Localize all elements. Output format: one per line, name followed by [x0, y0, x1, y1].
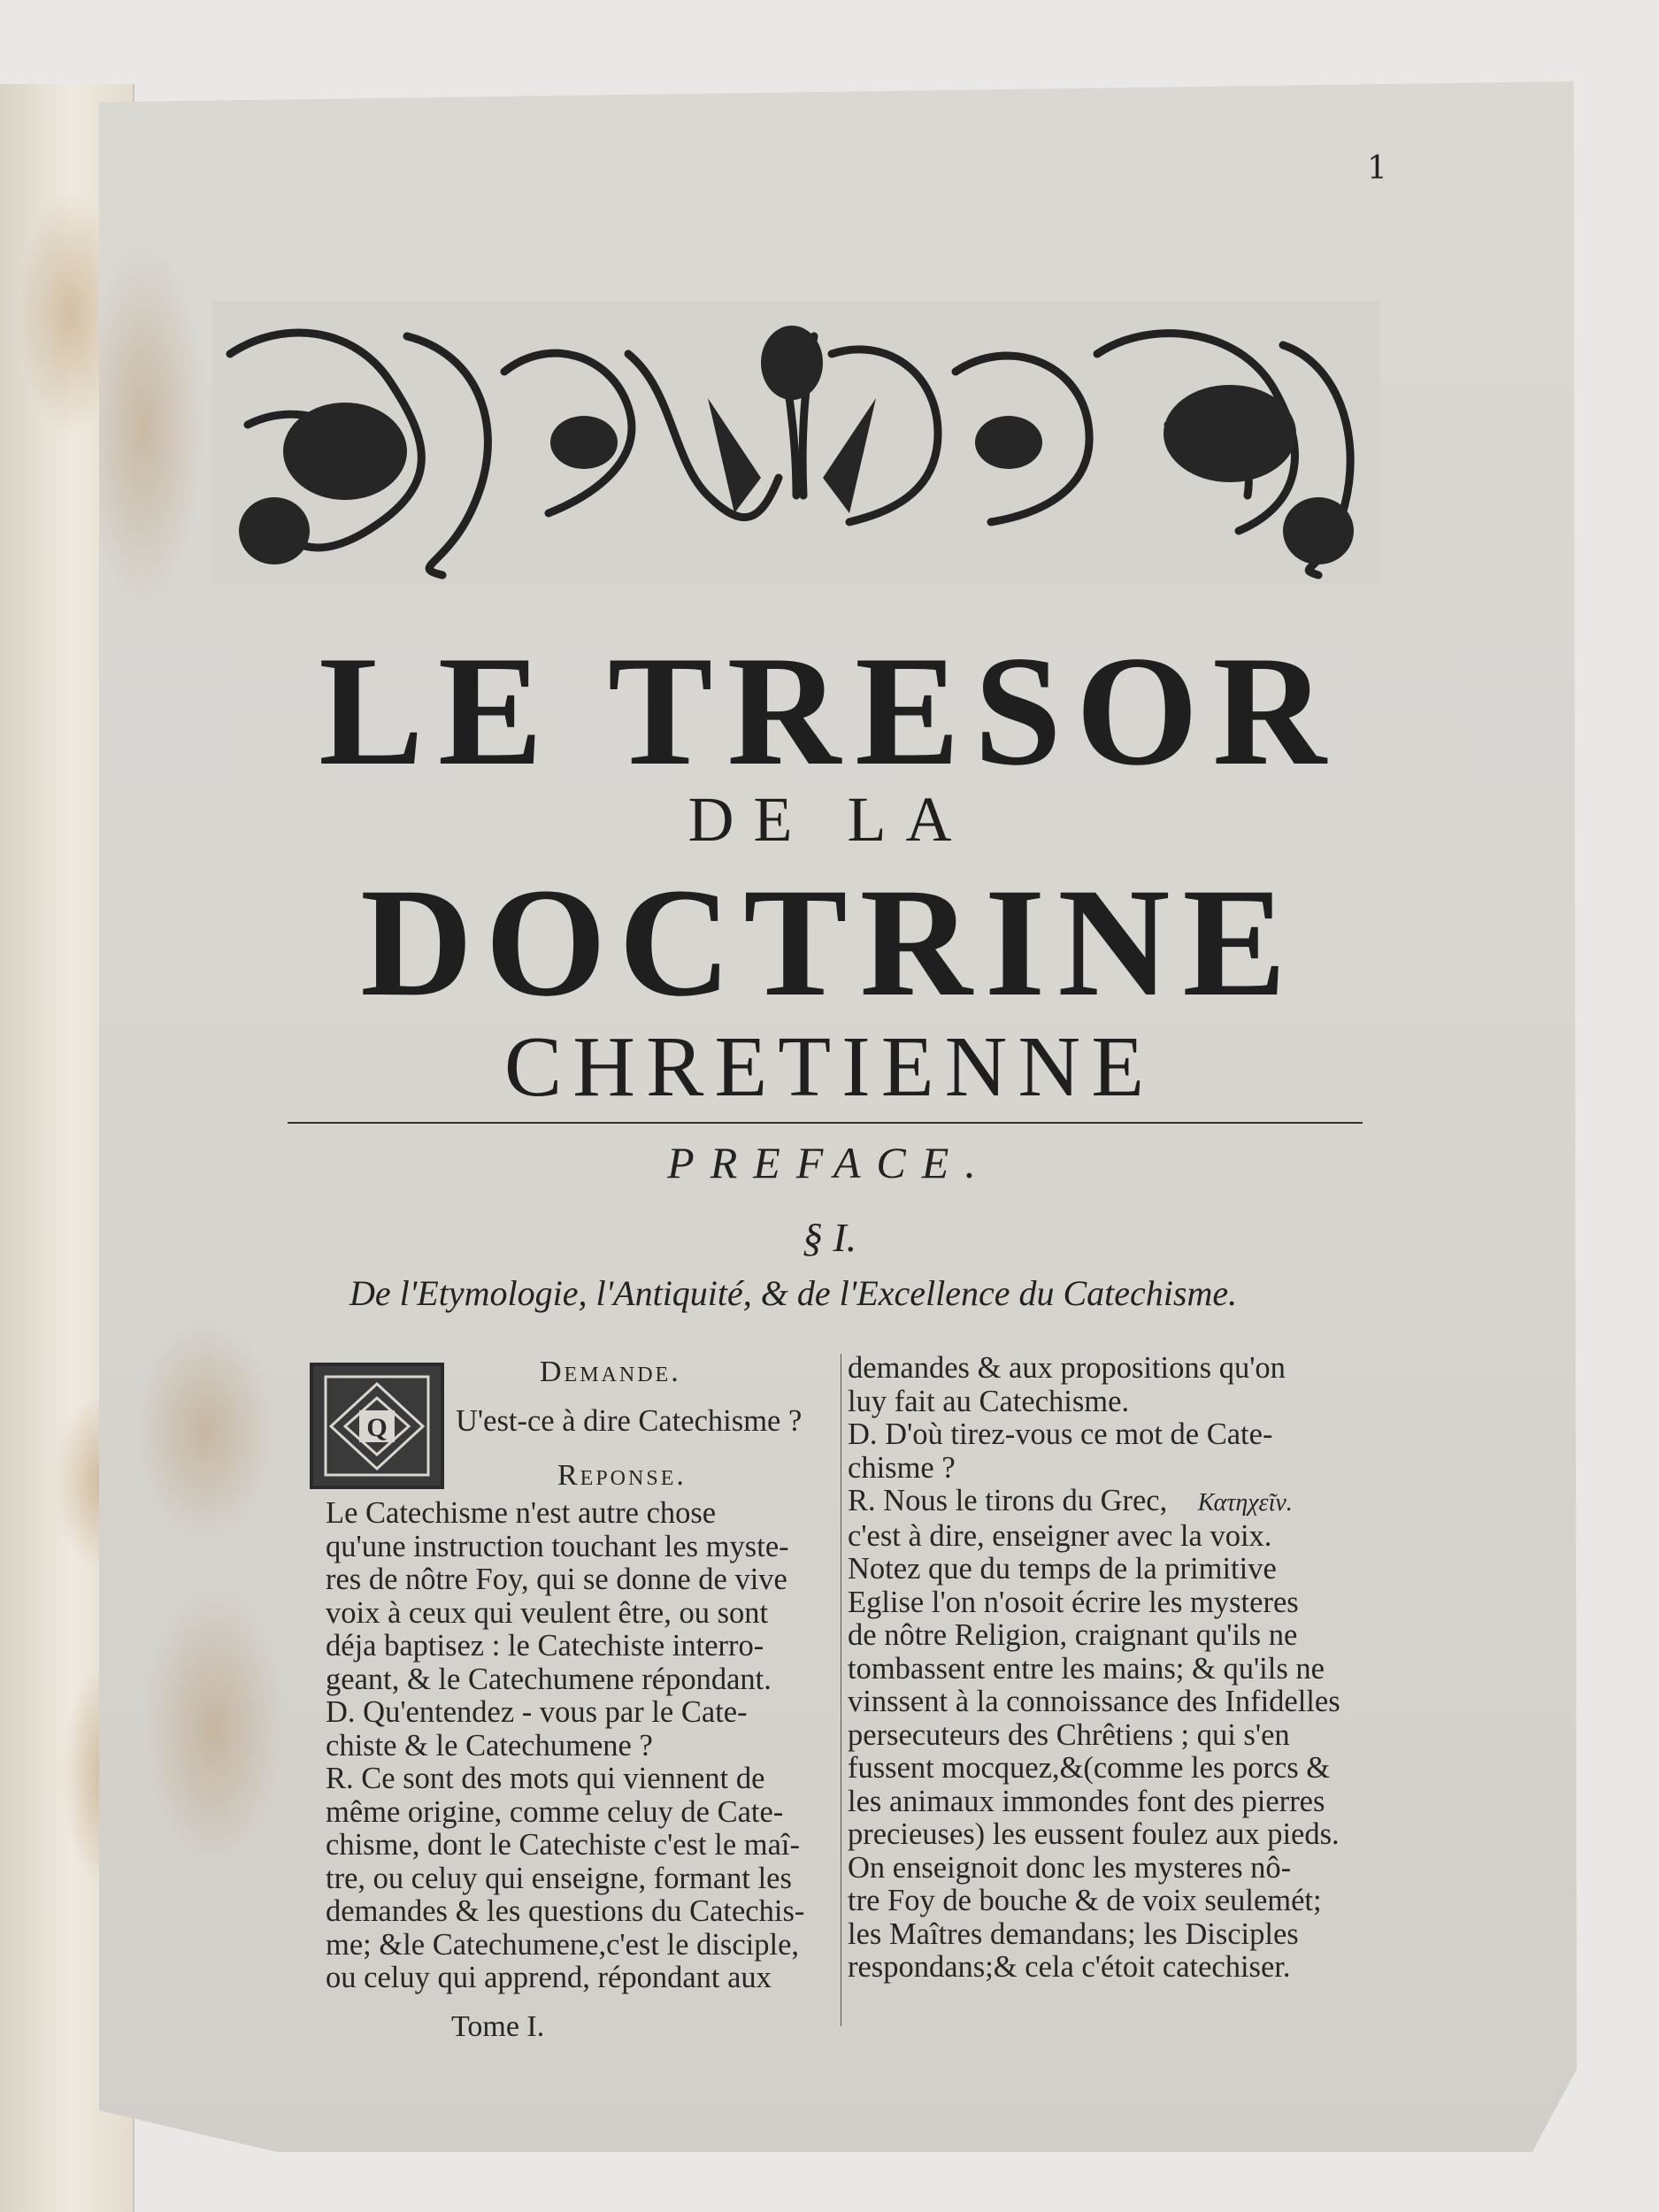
text-line: demandes & les questions du Catechis-: [326, 1894, 805, 1928]
title-line-4: CHRETIENNE: [503, 1019, 1156, 1115]
title-line-3: DOCTRINE: [360, 856, 1299, 1029]
text-line: res de nôtre Foy, qui se donne de vive: [326, 1563, 787, 1596]
title-line-2: DE LA: [687, 784, 972, 855]
text-line: ou celuy qui apprend, répondant aux: [326, 1961, 772, 1994]
text-line: les animaux immondes font des pierres: [848, 1784, 1325, 1818]
first-question: U'est-ce à dire Catechisme ?: [456, 1404, 803, 1438]
reponse-heading: Reponse.: [557, 1459, 687, 1492]
text-segment: R. Nous le tirons du Grec,: [848, 1484, 1168, 1517]
text-line: voix à ceux qui veulent être, ou sont: [326, 1595, 769, 1630]
text-line: luy fait au Catechisme.: [848, 1384, 1130, 1418]
text-line: qu'une instruction touchant les myste-: [326, 1529, 789, 1563]
text-line: chisme, dont le Catechiste c'est le maî-: [326, 1828, 800, 1862]
text-line: chisme ?: [848, 1450, 956, 1485]
title-line-1: LE TRESOR: [319, 623, 1340, 798]
text-line: déja baptisez : le Catechiste interro-: [326, 1629, 764, 1663]
section-number: § I.: [802, 1215, 857, 1260]
section-subtitle: De l'Etymologie, l'Antiquité, & de l'Excellence du Catechisme.: [349, 1273, 1238, 1313]
text-line: les Maîtres demandans; les Disciples: [848, 1916, 1299, 1951]
text-line: Le Catechisme n'est autre chose: [326, 1496, 717, 1530]
text-line: fussent mocquez,&(comme les porcs &: [848, 1751, 1331, 1785]
text-line: chiste & le Catechumene ?: [326, 1728, 653, 1763]
text-line: demandes & aux propositions qu'on: [848, 1351, 1286, 1385]
text-line: D. Qu'entendez - vous par le Cate-: [326, 1695, 748, 1729]
right-column-text: [848, 1352, 1377, 1985]
preface-heading: PREFACE.: [667, 1138, 992, 1187]
text-line: tombassent entre les mains; & qu'ils ne: [848, 1651, 1325, 1686]
greek-word: Κατηχεῖν.: [1197, 1489, 1293, 1517]
text-line: persecuteurs des Chrêtiens ; qui s'en: [848, 1717, 1290, 1752]
text-line: [848, 1485, 1377, 1520]
text-line: respondans;& cela c'étoit catechiser.: [848, 1950, 1291, 1984]
text-line: precieuses) les eussent foulez aux pieds.: [848, 1817, 1340, 1851]
text-line: même origine, comme celuy de Cate-: [326, 1794, 784, 1829]
text-line: vinssent à la connoissance des Infidelles: [848, 1685, 1340, 1718]
text-line: c'est à dire, enseigner avec la voix.: [848, 1518, 1272, 1553]
text-line: D. D'où tirez-vous ce mot de Cate-: [848, 1417, 1273, 1451]
text-line: me; &le Catechumene,c'est le disciple,: [326, 1927, 800, 1962]
left-column-text: [326, 1497, 845, 1995]
page-number: 1: [1367, 150, 1387, 187]
text-line: Eglise l'on n'osoit écrire les mysteres: [848, 1585, 1299, 1619]
title-divider-rule: [288, 1122, 1363, 1124]
text-line: On enseignoit donc les mysteres nô-: [848, 1850, 1292, 1885]
demande-heading: Demande.: [540, 1356, 681, 1388]
text-line: de nôtre Religion, craignant qu'ils ne: [848, 1618, 1298, 1652]
text-line: R. Ce sont des mots qui viennent de: [326, 1762, 765, 1795]
text-line: tre, ou celuy qui enseigne, formant les: [326, 1861, 792, 1895]
drop-cap-ornament: [310, 1363, 444, 1489]
text-line: tre Foy de bouche & de voix seulemét;: [848, 1884, 1322, 1917]
drop-cap-letter: Q: [366, 1413, 388, 1442]
text-line: Notez que du temps de la primitive: [848, 1552, 1277, 1586]
volume-footer: Tome I.: [451, 2010, 545, 2043]
woodcut-ornament-banner: [212, 301, 1380, 584]
text-line: geant, & le Catechumene répondant.: [326, 1662, 772, 1696]
